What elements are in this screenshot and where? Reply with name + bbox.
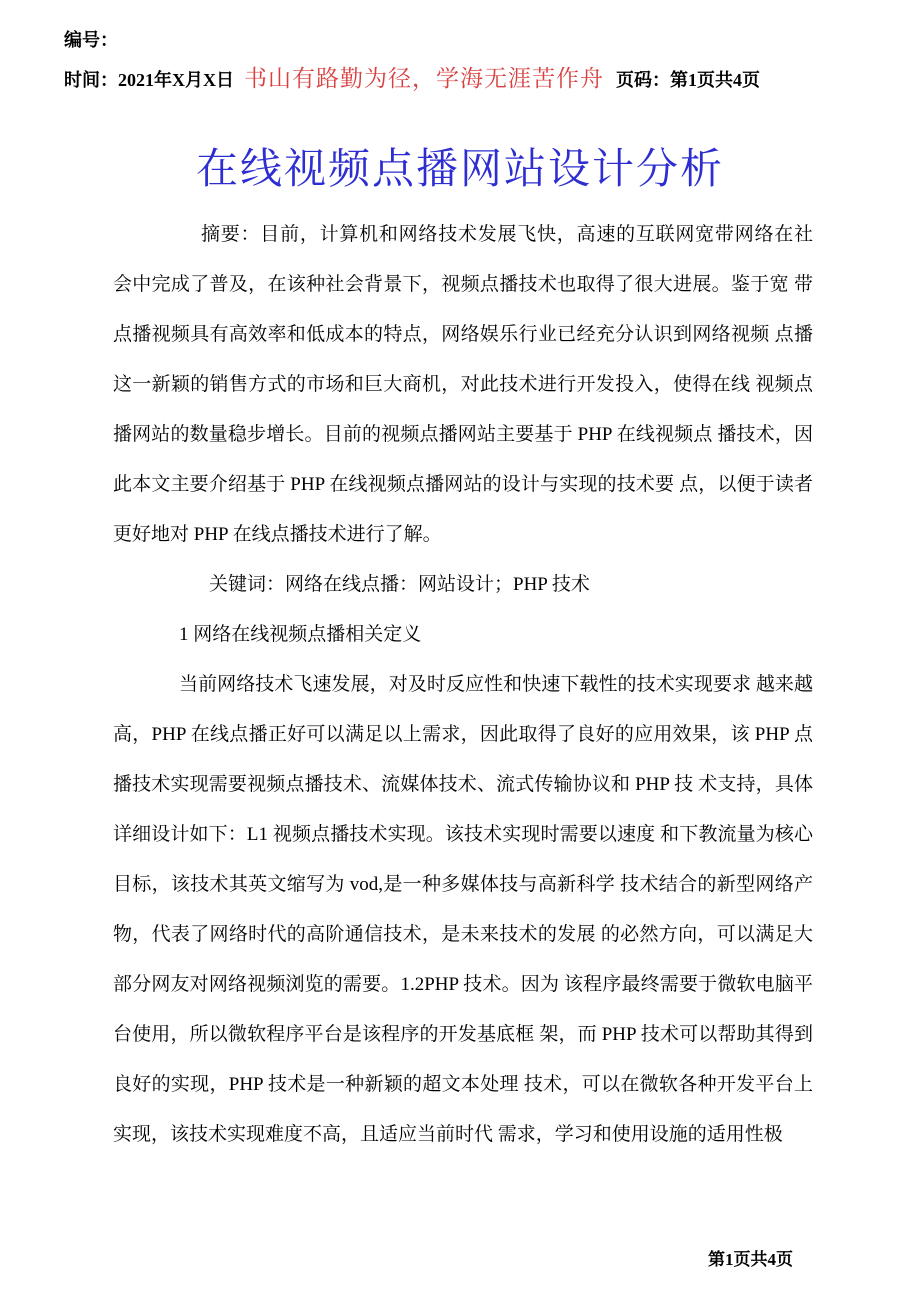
section-heading-1: 1 网络在线视频点播相关定义 [179, 624, 422, 645]
doc-time-label: 时间：2021年X月X日 [64, 70, 234, 90]
doc-number-label: 编号： [64, 30, 118, 50]
footer-page-number: 第1页共4页 [708, 1250, 793, 1269]
paragraph-keywords: 关键词：网络在线点播：网站设计；PHP 技术 [209, 574, 590, 595]
header-motto: 书山有路勤为径，学海无涯苦作舟 [244, 66, 604, 91]
header-page-label: 页码：第1页共4页 [616, 70, 760, 90]
paragraph-abstract: 摘要：目前，计算机和网络技术发展飞快，高速的互联网宽带网络在社 会中完成了普及，在该种社会背景下，视频点播技术也取得了很大进展。鉴于宽 带点播视频具有高效率和低成本的特点，网络娱乐行业已经充分认识到网络视频 点播这一新颖的销售方式的市场和巨大商机，对此技术进行开发投入，使得在线 视频点播网站的数量稳步增长。目前的视频点播网站主要基于 PHP 在线视频点 播技术，因此本文主要介绍基于 PHP 在线视频点播网站的设计与实现的技术要 点，以便于读者更好地对 PHP 在线点播技术进行了解。 [113, 224, 813, 545]
page-header [64, 28, 860, 93]
document-body [113, 210, 813, 1160]
page-title: 在线视频点播网站设计分析 [195, 147, 724, 193]
paragraph-body: 当前网络技术飞速发展，对及时反应性和快速下载性的技术实现要求 越来越高，PHP 在线点播正好可以满足以上需求，因此取得了良好的应用效果，该 PHP 点播技术实现需要视频点播技术、流媒体技术、流式传输协议和 PHP 技 术支持，具体详细设计如下：L1 视频点播技术实现。该技术实现时需要以速度 和下教流量为核心目标，该技术其英文缩写为 vod,是一种多媒体技与高新科学 技术结合的新型网络产物，代表了网络时代的高阶通信技术，是未来技术的发展 的必然方向，可以满足大部分网友对网络视频浏览的需要。1.2PHP 技术。因为 该程序最终需要于微软电脑平台使用，所以微软程序平台是该程序的开发基底框 架，而 PHP 技术可以帮助其得到良好的实现，PHP 技术是一种新颖的超文本处理 技术，可以在微软各种开发平台上实现，该技术实现难度不高，且适应当前时代 需求，学习和使用设施的适用性极 [113, 674, 813, 1145]
header-info-row [64, 60, 860, 93]
